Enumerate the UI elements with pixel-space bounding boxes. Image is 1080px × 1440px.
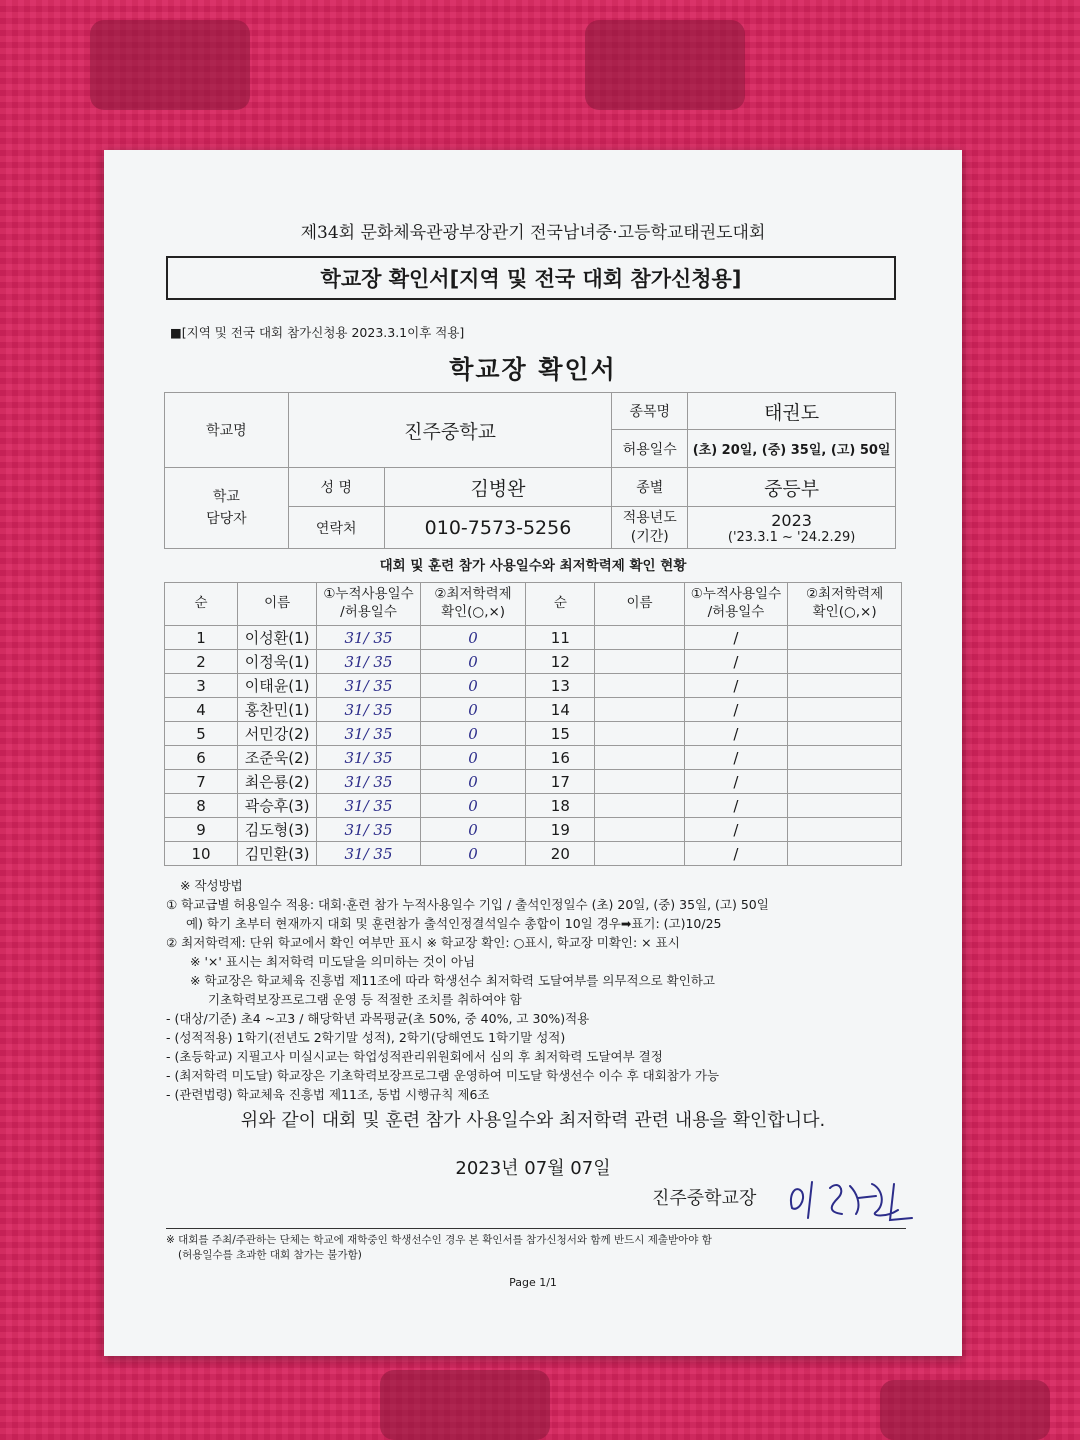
row-name	[595, 794, 684, 818]
row-name: 이정욱(1)	[238, 650, 317, 674]
note-line: - (관련법령) 학교체육 진흥법 제11조, 동법 시행규칙 제6조	[166, 1087, 490, 1102]
row-no: 9	[165, 818, 238, 842]
row-check	[788, 770, 902, 794]
note-line: ※ 작성방법	[180, 878, 243, 893]
note-line: ※ '×' 표시는 최저학력 미도달을 의미하는 것이 아님	[190, 954, 476, 969]
row-name	[595, 818, 684, 842]
footnote	[166, 1228, 906, 1263]
row-no: 4	[165, 698, 238, 722]
table-row	[165, 842, 902, 866]
row-days: 31/ 35	[317, 770, 421, 794]
note-line: ※ 학교장은 학교체육 진흥법 제11조에 따라 학생선수 최저학력 도달여부를 의무적으로 확인하고	[190, 973, 715, 988]
row-days: /	[684, 770, 788, 794]
row-days: 31/ 35	[317, 794, 421, 818]
row-check: 0	[420, 674, 526, 698]
school-value: 진주중학교	[288, 393, 612, 468]
row-no: 1	[165, 626, 238, 650]
row-no: 20	[526, 842, 595, 866]
note-line: - (초등학교) 지필고사 미실시교는 학업성적관리위원회에서 심의 후 최저학력 도달여부 결정	[166, 1049, 663, 1064]
row-days: 31/ 35	[317, 674, 421, 698]
school-info-table	[164, 392, 896, 549]
row-check: 0	[420, 722, 526, 746]
manager-label: 학교 담당자	[165, 468, 289, 549]
row-name	[595, 650, 684, 674]
row-check	[788, 674, 902, 698]
row-name: 홍찬민(1)	[238, 698, 317, 722]
event-title: 제34회 문화체육관광부장관기 전국남녀중·고등학교태권도대회	[300, 223, 766, 243]
row-no: 16	[526, 746, 595, 770]
document-page	[104, 150, 962, 1356]
main-title: 학교장 확인서	[449, 355, 617, 384]
note-line: - (최저학력 미도달) 학교장은 기초학력보장프로그램 운영하여 미도달 학생선수 이수 후 대회참가 가능	[166, 1068, 720, 1083]
year-label: 적용년도 (기간)	[612, 507, 688, 549]
mat-seam	[880, 1380, 1050, 1440]
header-no: 순	[165, 583, 238, 626]
row-no: 17	[526, 770, 595, 794]
table-row	[165, 698, 902, 722]
row-days: /	[684, 794, 788, 818]
note-line: 기초학력보장프로그램 운영 등 적절한 조치를 취하여야 함	[208, 992, 522, 1007]
row-days: 31/ 35	[317, 746, 421, 770]
row-name: 최은룡(2)	[238, 770, 317, 794]
sport-value: 태권도	[688, 393, 896, 430]
row-check: 0	[420, 698, 526, 722]
row-no: 13	[526, 674, 595, 698]
row-name: 조준욱(2)	[238, 746, 317, 770]
row-days: /	[684, 818, 788, 842]
year-cell	[688, 507, 896, 549]
school-label: 학교명	[165, 393, 289, 468]
document-date: 2023년 07월 07일	[455, 1158, 611, 1179]
header-days: ①누적사용일수 /허용일수	[684, 583, 788, 626]
row-check	[788, 818, 902, 842]
row-check: 0	[420, 770, 526, 794]
row-check	[788, 626, 902, 650]
row-days: /	[684, 626, 788, 650]
row-no: 6	[165, 746, 238, 770]
row-name: 서민강(2)	[238, 722, 317, 746]
row-no: 10	[165, 842, 238, 866]
row-no: 8	[165, 794, 238, 818]
table-row	[165, 746, 902, 770]
row-check	[788, 722, 902, 746]
row-no: 12	[526, 650, 595, 674]
row-check: 0	[420, 746, 526, 770]
instructions	[166, 876, 906, 1104]
row-days: /	[684, 746, 788, 770]
row-days: /	[684, 674, 788, 698]
row-check: 0	[420, 626, 526, 650]
row-name: 김도형(3)	[238, 818, 317, 842]
mat-seam	[585, 20, 745, 110]
principal-signature-label: 진주중학교장	[652, 1188, 757, 1209]
row-check: 0	[420, 842, 526, 866]
note-line: - (성적적용) 1학기(전년도 2학기말 성적), 2학기(당해연도 1학기말 성적)	[166, 1030, 566, 1045]
table-row	[165, 626, 902, 650]
name-value: 김병완	[384, 468, 612, 507]
row-no: 11	[526, 626, 595, 650]
allowed-days-value: (초) 20일, (중) 35일, (고) 50일	[688, 430, 896, 468]
row-days: 31/ 35	[317, 698, 421, 722]
table-row	[165, 770, 902, 794]
row-no: 7	[165, 770, 238, 794]
attendance-table	[164, 582, 902, 866]
year-period: ('23.3.1 ~ '24.2.29)	[727, 529, 856, 545]
row-days: /	[684, 722, 788, 746]
row-days: 31/ 35	[317, 722, 421, 746]
row-check	[788, 794, 902, 818]
row-name	[595, 674, 684, 698]
row-check	[788, 842, 902, 866]
row-name	[595, 626, 684, 650]
row-check	[788, 746, 902, 770]
row-days: /	[684, 650, 788, 674]
note-line: 예) 학기 초부터 현재까지 대회 및 훈련참가 출석인정결석일수 총합이 10일 경우➡표기: (고)10/25	[186, 916, 722, 931]
row-check	[788, 650, 902, 674]
row-no: 19	[526, 818, 595, 842]
table-row	[165, 818, 902, 842]
row-check: 0	[420, 794, 526, 818]
confirmation-statement: 위와 같이 대회 및 훈련 참가 사용일수와 최저학력 관련 내용을 확인합니다.	[240, 1110, 826, 1131]
division-value: 중등부	[688, 468, 896, 507]
usage-heading: 대회 및 훈련 참가 사용일수와 최저학력제 확인 현황	[379, 558, 687, 574]
contact-value: 010-7573-5256	[384, 507, 612, 549]
row-no: 14	[526, 698, 595, 722]
note-line: ② 최저학력제: 단위 학교에서 확인 여부만 표시 ※ 학교장 확인: ○표시, 학교장 미확인: × 표시	[166, 935, 680, 950]
header-days: ①누적사용일수 /허용일수	[317, 583, 421, 626]
table-row	[165, 674, 902, 698]
row-days: /	[684, 698, 788, 722]
table-row	[165, 650, 902, 674]
header-academic: ②최저학력제 확인(○,×)	[788, 583, 902, 626]
row-name	[595, 770, 684, 794]
row-name	[595, 746, 684, 770]
row-check: 0	[420, 650, 526, 674]
allowed-days-label: 허용일수	[612, 430, 688, 468]
row-days: /	[684, 842, 788, 866]
header-academic: ②최저학력제 확인(○,×)	[420, 583, 526, 626]
handwritten-signature	[786, 1174, 916, 1224]
form-title-box: 학교장 확인서[지역 및 전국 대회 참가신청용]	[166, 256, 896, 300]
row-check	[788, 698, 902, 722]
header-no: 순	[526, 583, 595, 626]
row-days: 31/ 35	[317, 626, 421, 650]
sport-label: 종목명	[612, 393, 688, 430]
row-name	[595, 722, 684, 746]
row-name	[595, 698, 684, 722]
row-name	[595, 842, 684, 866]
row-check: 0	[420, 818, 526, 842]
row-days: 31/ 35	[317, 842, 421, 866]
footnote-line: (허용일수를 초과한 대회 참가는 불가함)	[178, 1249, 362, 1261]
note-line: ① 학교급별 허용일수 적용: 대회·훈련 참가 누적사용일수 기입 / 출석인정일수 (초) 20일, (중) 35일, (고) 50일	[166, 897, 769, 912]
row-no: 2	[165, 650, 238, 674]
row-name: 김민환(3)	[238, 842, 317, 866]
contact-label: 연락처	[288, 507, 384, 549]
note-line: - (대상/기준) 초4 ~고3 / 해당학년 과목평균(초 50%, 중 40%, 고 30%)적용	[166, 1011, 590, 1026]
row-name: 곽승후(3)	[238, 794, 317, 818]
row-no: 3	[165, 674, 238, 698]
page-number: Page 1/1	[509, 1276, 557, 1289]
applicability-note: ■[지역 및 전국 대회 참가신청용 2023.3.1이후 적용]	[170, 325, 465, 340]
row-no: 15	[526, 722, 595, 746]
table-row	[165, 722, 902, 746]
division-label: 종별	[612, 468, 688, 507]
year-value: 2023	[771, 510, 812, 530]
mat-seam	[380, 1370, 550, 1440]
row-name: 이태윤(1)	[238, 674, 317, 698]
row-no: 18	[526, 794, 595, 818]
row-no: 5	[165, 722, 238, 746]
row-days: 31/ 35	[317, 818, 421, 842]
header-name: 이름	[595, 583, 684, 626]
name-label: 성 명	[288, 468, 384, 507]
mat-seam	[90, 20, 250, 110]
row-name: 이성환(1)	[238, 626, 317, 650]
header-name: 이름	[238, 583, 317, 626]
footnote-line: ※ 대회를 주최/주관하는 단체는 학교에 재학중인 학생선수인 경우 본 확인서를 참가신청서와 함께 반드시 제출받아야 함	[166, 1234, 712, 1246]
row-days: 31/ 35	[317, 650, 421, 674]
table-row	[165, 794, 902, 818]
